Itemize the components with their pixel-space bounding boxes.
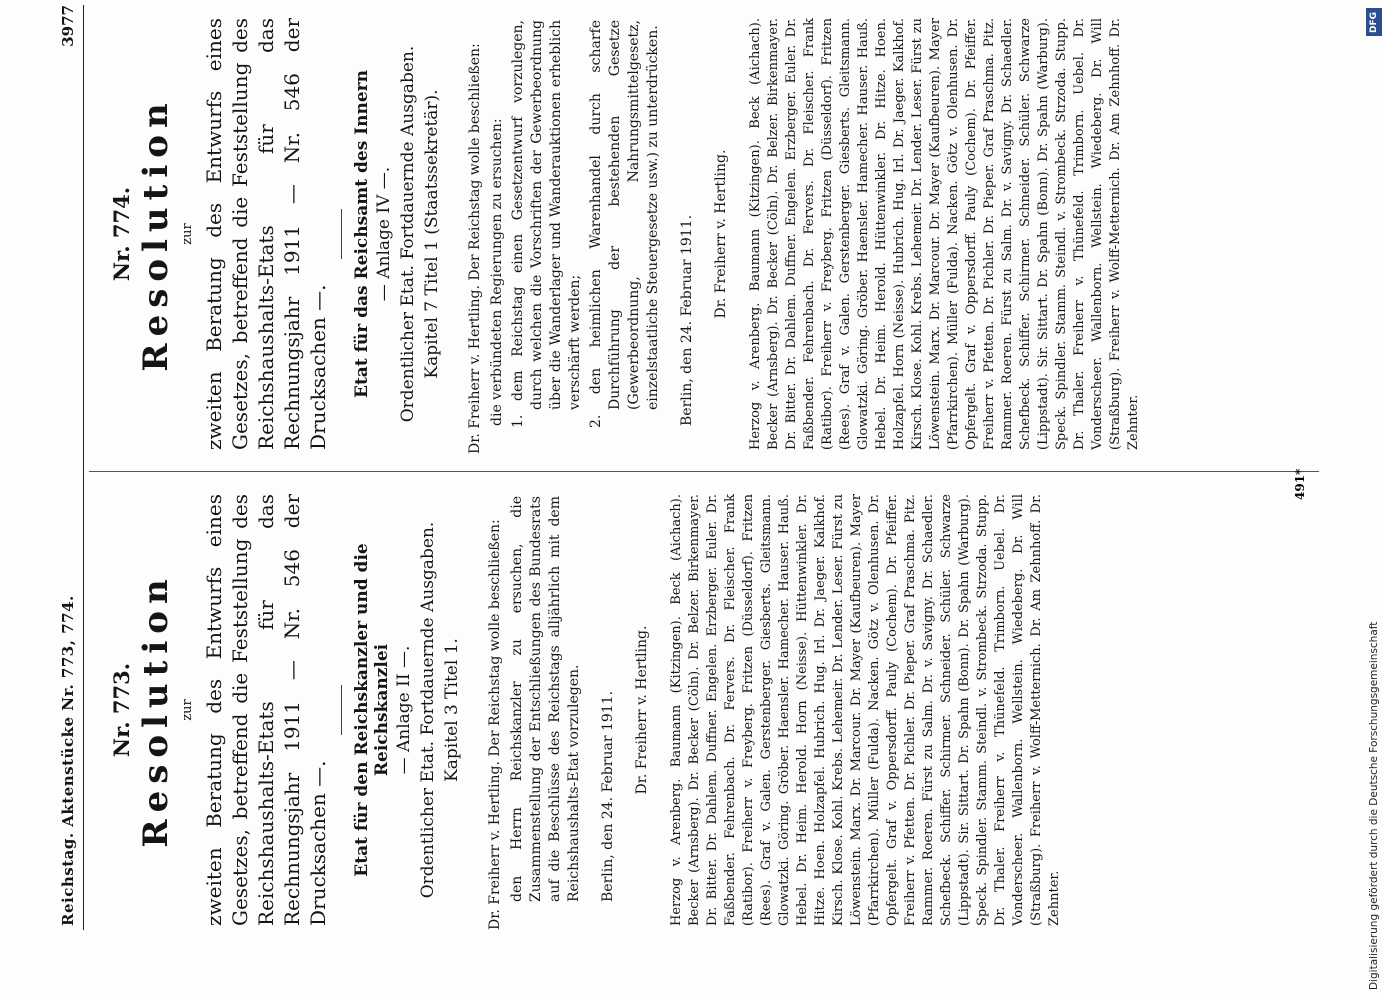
motion-item-1: 1. dem Reichstag einen Gesetzentwurf vorzulegen, durch welchen die Vorschriften der Gewerbeordnung über die Wanderlager und Wanderauktionen erheblich verschärft werden; (510, 20, 583, 428)
ausgaben: Ordentlicher Etat. Fortdauernde Ausgaben. (398, 45, 418, 423)
signature-mark: 491* (1293, 468, 1307, 500)
dfg-logo: DFG (1366, 8, 1382, 36)
motion-body: den Herrn Reichskanzler zu ersuchen, die Zusammenstellung der Entschließungen des Bundesrats auf die Beschlüsse des Reichstags alljährlich mit dem Reichshaushalts-Etat vorzulegen. (509, 496, 582, 902)
heading-zur: zur (180, 699, 195, 721)
document-title: zweiten Beratung des Entwurfs eines Gesetzes, betreffend die Feststellung des Reichshaushalts-Etats für das Rechnungsjahr 1911 — Nr. 546 der Drucksachen —. (202, 18, 330, 450)
document-title: zweiten Beratung des Entwurfs eines Gesetzes, betreffend die Feststellung des Reichshaushalts-Etats für das Rechnungsjahr 1911 — Nr. 546 der Drucksachen —. (202, 494, 330, 926)
date-line: Berlin, den 24. Februar 1911. (600, 690, 616, 902)
document-number: Nr. 773. (109, 662, 134, 758)
signatory: Dr. Freiherr v. Hertling. (713, 149, 729, 319)
document-774 (89, 14, 1143, 454)
kapitel: Kapitel 3 Titel 1. (442, 638, 462, 782)
running-header (55, 5, 81, 930)
etat-heading: Etat für das Reichsamt des Innern (352, 70, 372, 398)
motion-intro: Dr. Freiherr v. Hertling. Der Reichstag wolle beschließen: (487, 519, 503, 930)
date-line: Berlin, den 24. Februar 1911. (679, 214, 695, 426)
etat-heading: Etat für den Reichskanzler und die Reichskanzlei (352, 543, 392, 877)
cosigner-list: Herzog v. Arenberg. Baumann (Kitzingen). Beck (Aichach). Becker (Arnsberg). Dr. Becker (Cöln). Dr. Belzer. Birkenmayer. Dr. Bitter. Dr. Dahlem. Duffner. Engelen. Erzberger. Euler. Dr. Faßbender. Fehrenbach. Dr. Fervers. Dr. Fleischer. Frank (Ratibor). Freiherr v. Freyberg. Fritzen (Düsseldorf). Fritzen (Rees). Graf v. Galen. Gerstenberger. Giesberts. Gleitsmann. Glowatzki. Göring. Gröber. Haensler. Hamecher. Hauser. Hauß. Hebel. Dr. Heim. Herold. Horn (Neisse). Hüttenwinkler. Dr. Hitze. Hoen. Holzapfel. Hubrich. Hug. Irl. Dr. Jaeger. Kalkhof. Kirsch. Klose. Kohl. Krebs. Lehemeir. Dr. Lender. Leser. Fürst zu Löwenstein. Marx. Dr. Marcour. Dr. Mayer (Kaufbeuren). Mayer (Pfarrkirchen). Müller (Fulda). Nacken. Götz v. Olenhusen. Dr. Opfergelt. Graf v. Oppersdorff. Pauly (Cochem). Dr. Pfeiffer. Freiherr v. Pfetten. Dr. Pichler. Dr. Pieper. Graf Praschma. Pitz. Rammer. Roeren. Fürst zu Salm. Dr. v. Savigny. Dr. Schaedler. Schefbeck. Schiffer. Schirmer. Schneider. Schüler. Schwarze (Lippstadt). Sir. Sittart. Dr. Spahn (Bonn). Dr. Spahn (Warburg). Speck. Spindler. Stamm. Steindl. v. Strombeck. Strzoda. Stupp. Dr. Thaler. Freiherr v. Thünefeld. Trimborn. Uebel. Dr. Vonderscheer. Wallenborn. Wellstein. Wiedeberg. Dr. Will (Straßburg). Freiherr v. Wolff-Metternich. Dr. Am Zehnhoff. Dr. Zehnter. (669, 494, 1062, 926)
motion-intro: Dr. Freiherr v. Hertling. Der Reichstag wolle beschließen: (467, 43, 483, 454)
divider (341, 685, 342, 735)
motion-body: die verbündeten Regierungen zu ersuchen: (489, 118, 505, 426)
header-rule (83, 5, 84, 930)
heading-zur: zur (180, 223, 195, 245)
signatory: Dr. Freiherr v. Hertling. (634, 625, 650, 795)
document-773 (89, 490, 1064, 930)
cosigner-list: Herzog v. Arenberg. Baumann (Kitzingen). Beck (Aichach). Becker (Arnsberg). Dr. Becker (Cöln). Dr. Belzer. Birkenmayer. Dr. Bitter. Dr. Dahlem. Duffner. Engelen. Erzberger. Euler. Dr. Faßbender. Fehrenbach. Dr. Fervers. Dr. Fleischer. Frank (Ratibor). Freiherr v. Freyberg. Fritzen (Düsseldorf). Fritzen (Rees). Graf v. Galen. Gerstenberger. Giesberts. Gleitsmann. Glowatzki. Göring. Gröber. Haensler. Hamecher. Hauser. Hauß. Hebel. Dr. Heim. Herold. Hüttenwinkler. Dr. Hitze. Hoen. Holzapfel. Horn (Neisse). Hubrich. Hug. Irl. Dr. Jaeger. Kalkhof. Kirsch. Klose. Kohl. Krebs. Lehemeir. Dr. Lender. Leser. Fürst zu Löwenstein. Marx. Dr. Marcour. Dr. Mayer (Kaufbeuren). Mayer (Pfarrkirchen). Müller (Fulda). Nacken. Götz v. Olenhusen. Dr. Opfergelt. Graf v. Oppersdorff. Pauly (Cochem). Dr. Pfeiffer. Freiherr v. Pfetten. Dr. Pichler. Dr. Pieper. Graf Praschma. Pitz. Rammer. Roeren. Fürst zu Salm. Dr. v. Savigny. Dr. Schaedler. Schefbeck. Schiffer. Schirmer. Schneider. Schüler. Schwarze (Lippstadt). Sir. Sittart. Dr. Spahn (Bonn). Dr. Spahn (Warburg). Speck. Spindler. Stamm. Steindl. v. Strombeck. Strzoda. Stupp. Dr. Thaler. Freiherr v. Thünefeld. Trimborn. Uebel. Dr. Vonderscheer. Wallenborn. Wellstein. Wiedeberg. Dr. Will (Straßburg). Freiherr v. Wolff-Metternich. Dr. Am Zehnhoff. Dr. Zehnter. (748, 18, 1141, 450)
page-number: 3977 (59, 5, 77, 47)
anlage: — Anlage II —. (394, 645, 414, 775)
digitization-note: Digitalisierung gefördert durch die Deutsche Forschungsgemeinschaft (1368, 621, 1380, 990)
kapitel: Kapitel 7 Titel 1 (Staatssekretär). (422, 89, 442, 379)
header-title: Reichstag. Aktenstücke Nr. 773, 774. (59, 595, 77, 926)
ausgaben: Ordentlicher Etat. Fortdauernde Ausgaben. (418, 521, 438, 899)
rotated-sheet (55, 5, 1345, 930)
column-divider (89, 471, 1319, 472)
motion-item-2: 2. den heimlichen Warenhandel durch scharfe Durchführung der bestehenden Gesetze (Gewerbeordnung, Nahrungsmittelgesetz, einzelstaatliche Steuergesetze usw.) zu unterdrücken. (588, 20, 661, 428)
document-number: Nr. 774. (109, 186, 134, 282)
document-heading: Resolution (136, 96, 176, 372)
divider (341, 209, 342, 259)
anlage: — Anlage IV —. (374, 166, 394, 302)
document-heading: Resolution (136, 572, 176, 848)
